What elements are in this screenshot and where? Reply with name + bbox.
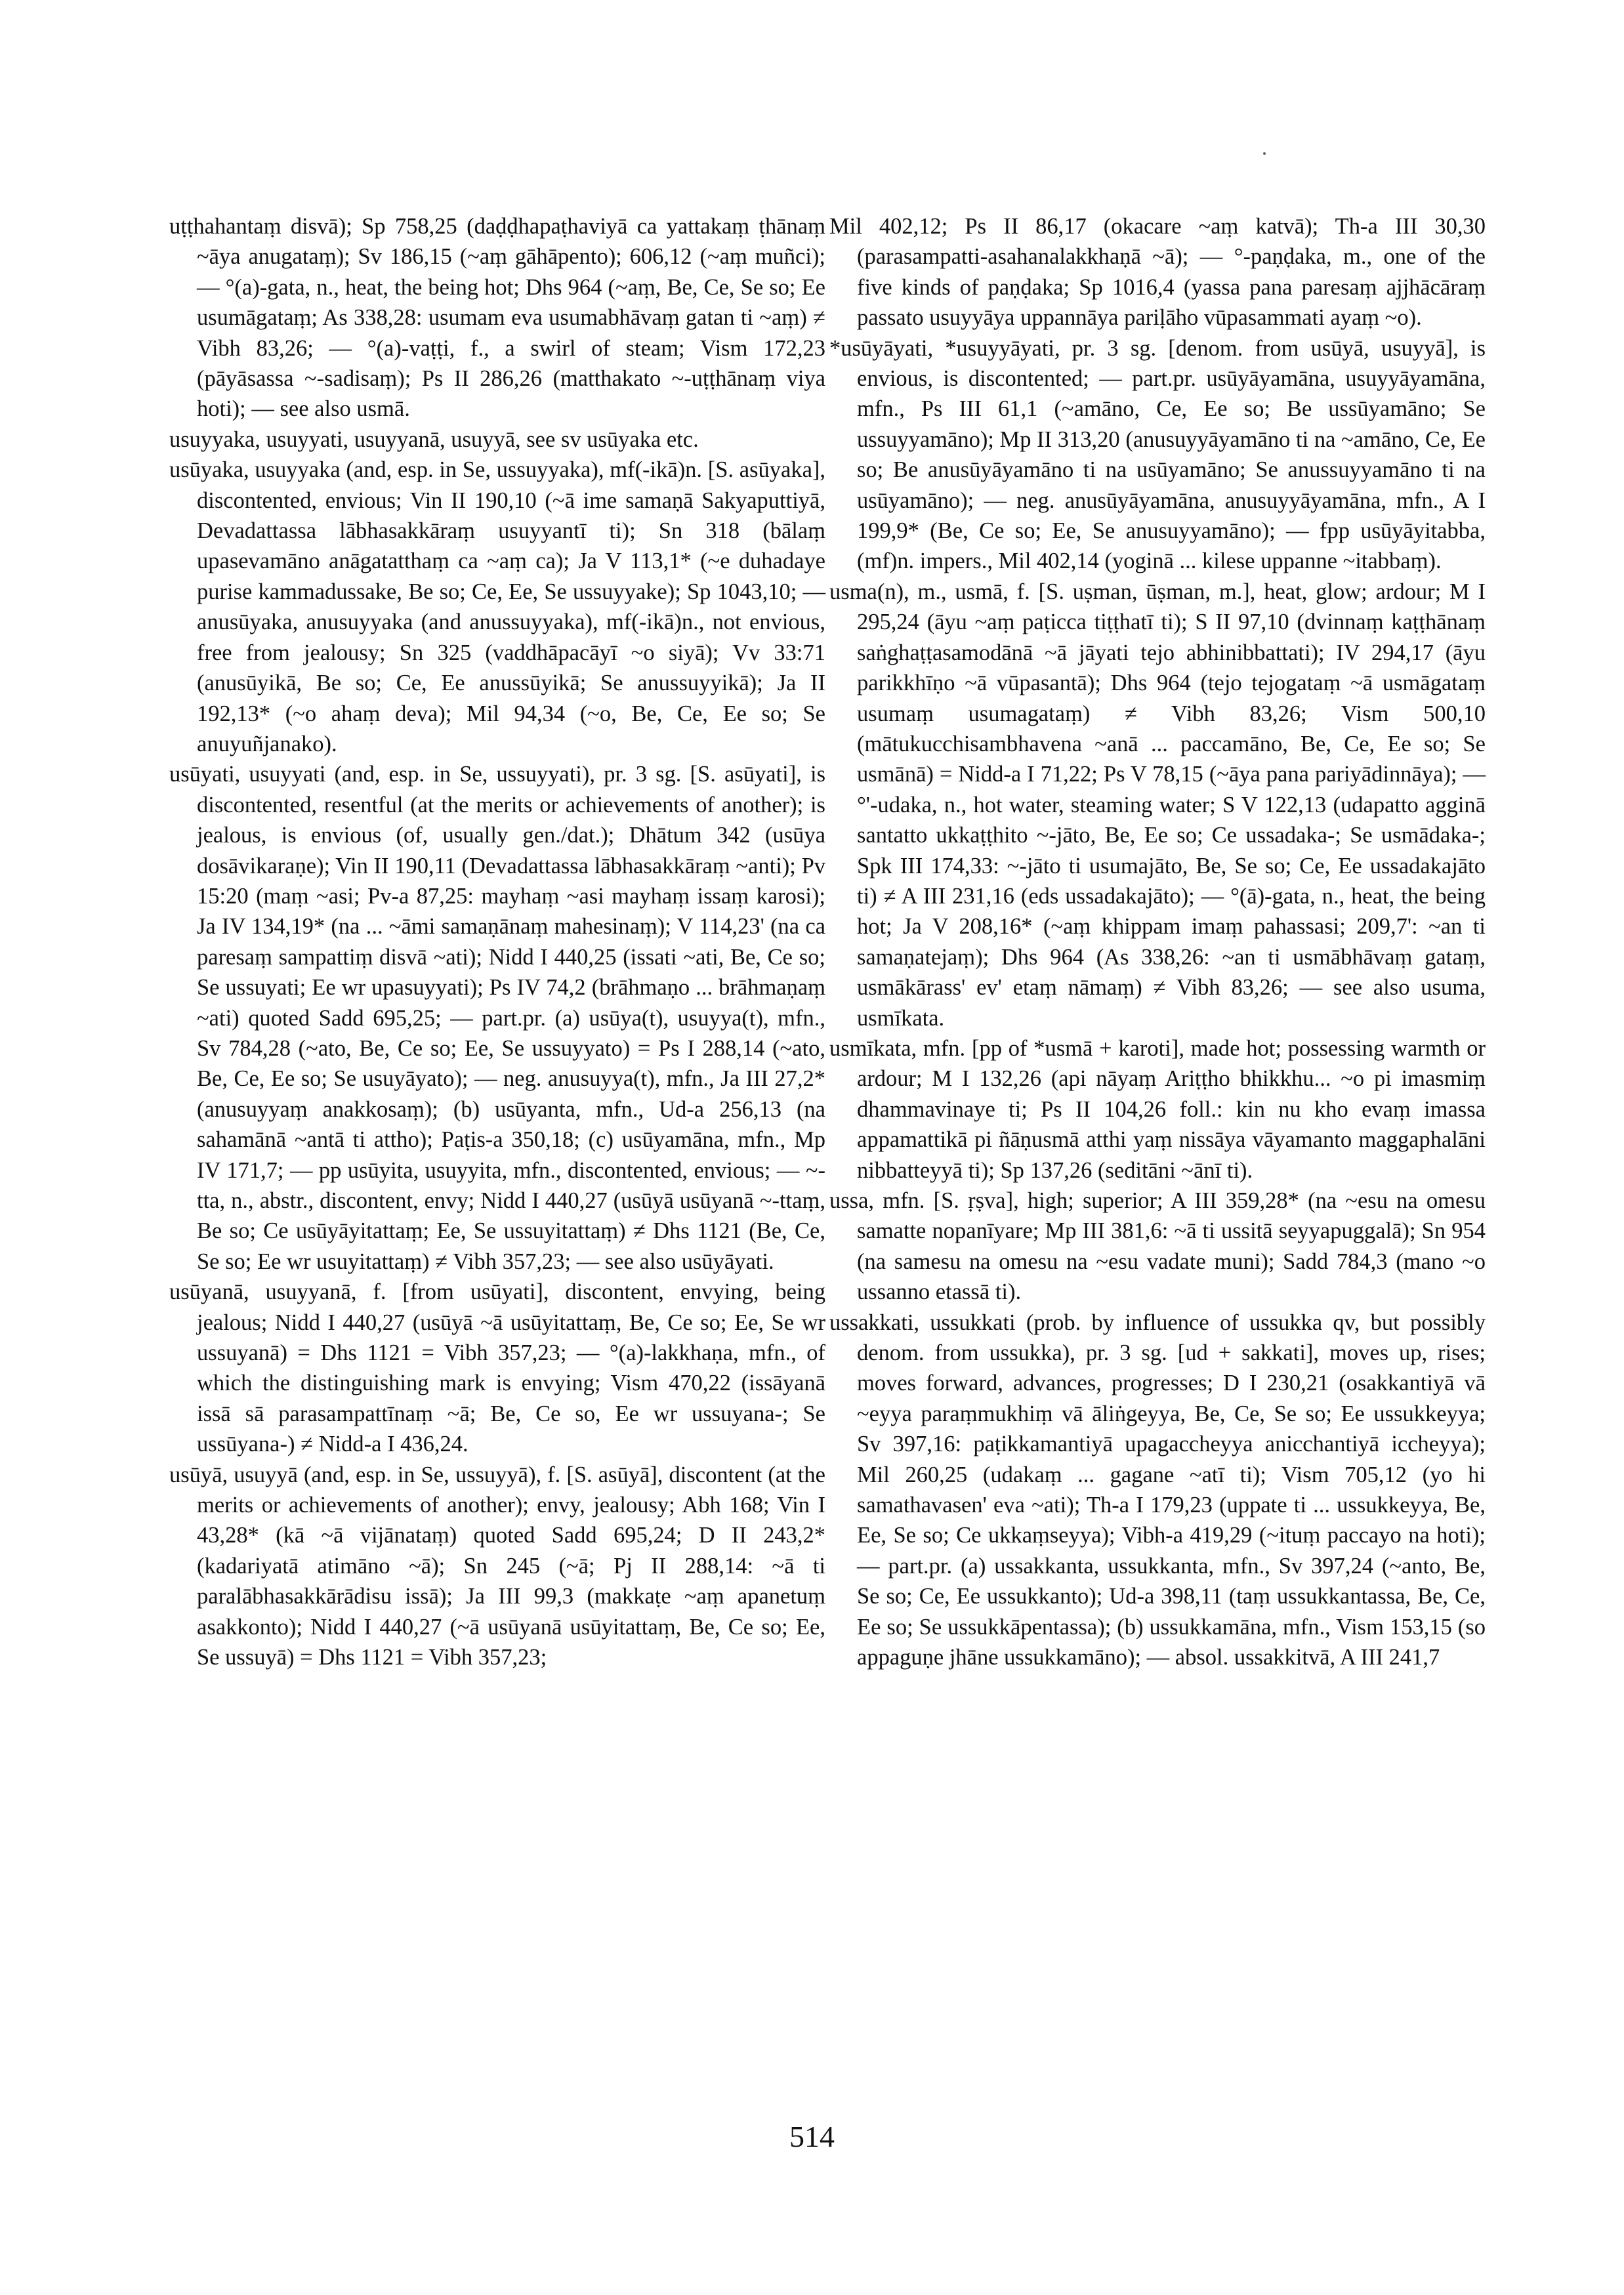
page-number: 514 xyxy=(789,2120,835,2153)
entry-usuya-continued: Mil 402,12; Ps II 86,17 (okacare ~aṃ katvā); Th-a III 30,30 (parasampatti-asahanalakkhaṇā ~ā); — °-paṇḍaka, m., one of the five kinds of paṇḍaka; Sp 1016,4 (yassa pana paresaṃ ajjhācāraṃ passato usuyyāya uppannāya pariḷāho vūpasammati ayaṃ ~o). xyxy=(829,214,1486,331)
entry-ussakkati: ussakkati, ussukkati (prob. by influence of ussukka qv, but possibly denom. from ussukka), pr. 3 sg. [ud + sakkati], moves up, rises; moves forward, advances, progresses; D I 230,21 (osakkantiyā vā ~eyya paraṃmukhiṃ vā āliṅgeyya, Be, Ce, Se so; Ee ussukkeyya; Sv 397,16: paṭikkamantiyā upagaccheyya anicchantiyā iccheyya); Mil 260,25 (udakaṃ ... gagane ~atī ti); Vism 705,12 (yo hi samathavasen' eva ~ati); Th-a I 179,23 (uppate ti ... ussukkeyya, Be, Ee, Se so; Ce ukkaṃseyya); Vibh-a 419,29 (~ituṃ paccayo na hoti); — part.pr. (a) ussakkanta, ussukkanta, mfn., Sv 397,24 (~anto, Be, Se so; Ce, Ee ussukkanto); Ud-a 398,11 (taṃ ussukkantassa, Be, Ce, Ee so; Se ussukkāpentassa); (b) ussukkamāna, mfn., Vism 153,15 (so appaguṇe jhāne ussukkamāno); — absol. ussakkitvā, A III 241,7 xyxy=(829,1310,1486,1670)
entry-usuyayati: *usūyāyati, *usuyyāyati, pr. 3 sg. [denom. from usūyā, usuyyā], is envious, is discontented; — part.pr. usūyāyamāna, usuyyāyamāna, mfn., Ps III 61,1 (~amāno, Ce, Ee so; Be ussūyamāno; Se ussuyyamāno); Mp II 313,20 (anusuyyāyamāno ti na ~amāno, Ce, Ee so; Be anusūyāyamāno ti na usūyamāno; Se anussuyyamāno ti na usūyamāno); — neg. anusūyāyamāna, anusuyyāyamāna, mfn., A I 199,9* (Be, Ce so; Ee, Se anusuyyamāno); — fpp usūyāyitabba, (mf)n. impers., Mil 402,14 (yoginā ... kilese uppanne ~itabbaṃ). xyxy=(829,335,1486,574)
entry-usuya: usūyā, usuyyā (and, esp. in Se, ussuyyā), f. [S. asūyā], discontent (at the merits or achievements of another); envy, jealousy; Abh 168; Vin I 43,28* (kā ~ā vijānataṃ) quoted Sadd 695,24; D II 243,2* (kadariyatā atimāno ~ā); Sn 245 (~ā; Pj II 288,14: ~ā ti paralābhasakkārādisu issā); Ja III 99,3 (makkaṭe ~aṃ apanetuṃ asakkonto); Nidd I 440,27 (~ā usūyanā usūyitattaṃ, Be, Ce so; Ee, Se ussuyā) = Dhs 1121 = Vibh 357,23; xyxy=(169,1462,825,1670)
speck-mark xyxy=(1263,152,1266,155)
entry-usuyaka: usūyaka, usuyyaka (and, esp. in Se, ussuyyaka), mf(-ikā)n. [S. asūyaka], discontented, envious; Vin II 190,10 (~ā ime samaṇā Sakyaputtiyā, Devadattassa lābhasakkāraṃ usuyyantī ti); Sn 318 (bālaṃ upasevamāno anāgatatthaṃ ca ~aṃ ca); Ja V 113,1* (~e duhadaye purise kammadussake, Be so; Ce, Ee, Se ussuyyake); Sp 1043,10; — anusūyaka, anusuyyaka (and anussuyyaka), mf(-ikā)n., not envious, free from jealousy; Sn 325 (vaddhāpacāyī ~o siyā); Vv 33:71 (anusūyikā, Be so; Ce, Ee anussūyikā; Se anussuyyikā); Ja II 192,13* (~o ahaṃ deva); Mil 94,34 (~o, Be, Ce, Ee so; Se anuyuñjanako). xyxy=(169,457,825,756)
entry-usuyyaka-crossref: usuyyaka, usuyyati, usuyyanā, usuyyā, see sv usūyaka etc. xyxy=(169,426,699,452)
entry-usuyana: usūyanā, usuyyanā, f. [from usūyati], discontent, envying, being jealous; Nidd I 440,27 (usūyā ~ā usūyitattaṃ, Be, Ce so; Ee, Se wr ussuyanā) = Dhs 1121 = Vibh 357,23; — °(a)-lakkhaṇa, mfn., of which the distinguishing mark is envying; Vism 470,22 (issāyanā issā sā parasampattīnaṃ ~ā; Be, Ce so, Ee wr ussuyana-; Se ussūyana-) ≠ Nidd-a I 436,24. xyxy=(169,1279,825,1457)
entry-usmikata: usmīkata, mfn. [pp of *usmā + karoti], made hot; possessing warmth or ardour; M I 132,26 (api nāyaṃ Ariṭṭho bhikkhu... ~o pi imasmiṃ dhammavinaye ti; Ps II 104,26 foll.: kin nu kho evaṃ imassa appamattikā pi ñāṇusmā atthi yaṃ nissāya vāyamanto maggaphalāni nibbatteyyā ti); Sp 137,26 (seditāni ~ānī ti). xyxy=(829,1035,1486,1183)
entry-usman: usma(n), m., usmā, f. [S. uṣman, ūṣman, m.], heat, glow; ardour; M I 295,24 (āyu ~aṃ paṭicca tiṭṭhatī ti); S II 97,10 (dvinnaṃ kaṭṭhānaṃ saṅghaṭṭasamodānā ~ā jāyati tejo abhinibbattati); IV 294,17 (āyu parikkhīṇo ~ā vūpasantā); Dhs 964 (tejo tejogataṃ ~ā usmāgataṃ usumaṃ usumagataṃ) ≠ Vibh 83,26; Vism 500,10 (mātukucchisambhavena ~anā ... paccamāno, Be, Ce, Ee so; Se usmānā) = Nidd-a I 71,22; Ps V 78,15 (~āya pana pariyādinnāya); — °'-udaka, n., hot water, steaming water; S V 122,13 (udapatto agginā santatto ukkaṭṭhito ~-jāto, Be, Ee so; Ce ussadaka-; Se usmādaka-; Spk III 174,33: ~-jāto ti usumajāto, Be, Se so; Ce, Ee ussadakajāto ti) ≠ A III 231,16 (eds ussadakajāto); — °(ā)-gata, n., heat, the being hot; Ja V 208,16* (~aṃ khippam imaṃ pahassasi; 209,7': ~an ti samaṇatejaṃ); Dhs 964 (As 338,26: ~an ti usmābhāvaṃ gataṃ, usmākārass' ev' etaṃ nāmaṃ) ≠ Vibh 83,26; — see also usuma, usmīkata. xyxy=(829,579,1486,1031)
left-column xyxy=(169,211,825,1673)
entry-ussa: ussa, mfn. [S. ṛṣva], high; superior; A III 359,28* (na ~esu na omesu samatte nopanīyare; Mp III 381,6: ~ā ti ussitā seyyapuggalā); Sn 954 (na samesu na omesu na ~esu vadate muni); Sadd 784,3 (mano ~o ussanno etassā ti). xyxy=(829,1188,1486,1305)
entry-usuma-continued: uṭṭhahantaṃ disvā); Sp 758,25 (daḍḍhapaṭhaviyā ca yattakaṃ ṭhānaṃ ~āya anugataṃ); Sv 186,15 (~aṃ gāhāpento); 606,12 (~aṃ muñci); — °(a)-gata, n., heat, the being hot; Dhs 964 (~aṃ, Be, Ce, Se so; Ee usumāgataṃ; As 338,28: usumam eva usumabhāvaṃ gatan ti ~aṃ) ≠ Vibh 83,26; — °(a)-vaṭṭi, f., a swirl of steam; Vism 172,23 (pāyāsassa ~-sadisaṃ); Ps II 286,26 (matthakato ~-uṭṭhānaṃ viya hoti); — see also usmā. xyxy=(169,214,825,422)
entry-usuyati: usūyati, usuyyati (and, esp. in Se, ussuyyati), pr. 3 sg. [S. asūyati], is discontented, resentful (at the merits or achievements of another); is jealous, is envious (of, usually gen./dat.); Dhātum 342 (usūya dosāvikaraṇe); Vin II 190,11 (Devadattassa lābhasakkāraṃ ~anti); Pv 15:20 (maṃ ~asi; Pv-a 87,25: mayhaṃ ~asi mayhaṃ issaṃ karosi); Ja IV 134,19* (na ... ~āmi samaṇānaṃ mahesinaṃ); V 114,23' (na ca paresaṃ sampattiṃ disvā ~ati); Nidd I 440,25 (issati ~ati, Be, Ce so; Se ussuyati; Ee wr upasuyyati); Ps IV 74,2 (brāhmaṇo ... brāhmaṇaṃ ~ati) quoted Sadd 695,25; — part.pr. (a) usūya(t), usuyya(t), mfn., Sv 784,28 (~ato, Be, Ce so; Ee, Se ussuyyato) = Ps I 288,14 (~ato, Be, Ce, Ee so; Se usuyāyato); — neg. anusuyya(t), mfn., Ja III 27,2* (anusuyyaṃ anakkosaṃ); (b) usūyanta, mfn., Ud-a 256,13 (na sahamānā ~antā ti attho); Paṭis-a 350,18; (c) usūyamāna, mfn., Mp IV 171,7; — pp usūyita, usuyyita, mfn., discontented, envious; — ~-tta, n., abstr., discontent, envy; Nidd I 440,27 (usūyā usūyanā ~-ttaṃ, Be so; Ce usūyāyitattaṃ; Ee, Se ussuyitattaṃ) ≠ Dhs 1121 (Be, Ce, Se so; Ee wr usuyitattaṃ) ≠ Vibh 357,23; — see also usūyāyati. xyxy=(169,762,825,1274)
right-column xyxy=(829,211,1486,1673)
